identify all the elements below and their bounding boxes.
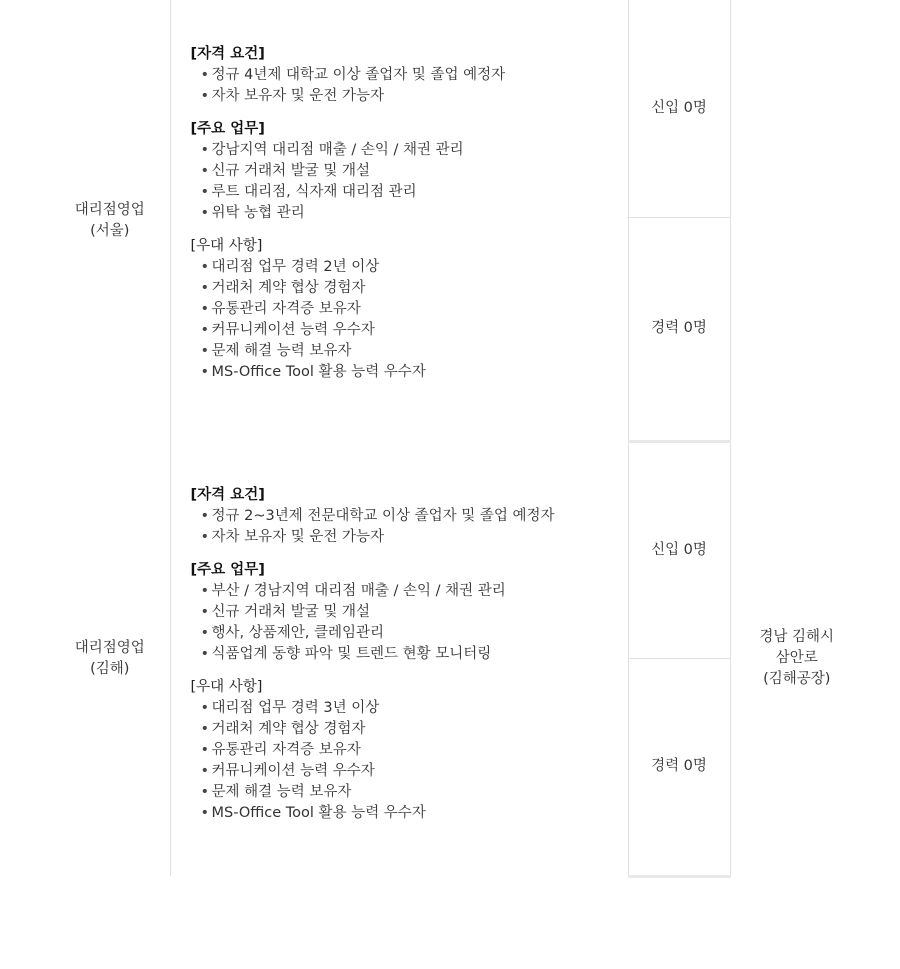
list-item: • 커뮤니케이션 능력 우수자 xyxy=(201,761,628,782)
qualifications-title: [자격 요건] xyxy=(190,487,265,503)
recruitment-table xyxy=(50,0,863,878)
job-name: 대리점영업 xyxy=(74,639,145,656)
preferred-section xyxy=(191,236,628,383)
list-item: • 대리점 업무 경력 3년 이상 xyxy=(201,698,628,719)
list-item: • 거래처 계약 협상 경험자 xyxy=(201,719,628,740)
experienced-hire-count: 경력 0명 xyxy=(628,658,730,876)
job-title-cell xyxy=(50,0,170,441)
preferred-title: [우대 사항] xyxy=(190,238,263,254)
preferred-title: [우대 사항] xyxy=(190,679,263,695)
duties-title: [주요 업무] xyxy=(190,562,265,578)
list-item: • 자차 보유자 및 운전 가능자 xyxy=(201,527,628,548)
experienced-hire-count: 경력 0명 xyxy=(628,217,730,441)
list-item: • 식품업계 동향 파악 및 트렌드 현황 모니터링 xyxy=(201,644,628,665)
job-name: 대리점영업 xyxy=(74,201,145,218)
duties-title: [주요 업무] xyxy=(190,121,265,137)
preferred-section xyxy=(191,677,628,824)
new-hire-count: 신입 0명 xyxy=(628,0,730,217)
list-item: • 정규 2~3년제 전문대학교 이상 졸업자 및 졸업 예정자 xyxy=(201,506,628,527)
qualifications-section xyxy=(191,44,628,107)
list-item: • 문제 해결 능력 보유자 xyxy=(201,341,628,362)
new-hire-count: 신입 0명 xyxy=(628,441,730,658)
work-location-line: 경남 김해시 xyxy=(759,629,835,645)
job-location: (서울) xyxy=(90,222,130,239)
work-location-cell xyxy=(730,0,863,441)
work-location-cell xyxy=(730,441,863,876)
list-item: • 대리점 업무 경력 2년 이상 xyxy=(201,257,628,278)
list-item: • 정규 4년제 대학교 이상 졸업자 및 졸업 예정자 xyxy=(201,65,628,86)
list-item: • 위탁 농협 관리 xyxy=(201,203,628,224)
duties-section xyxy=(191,119,628,224)
list-item: • 커뮤니케이션 능력 우수자 xyxy=(201,320,628,341)
list-item: • MS-Office Tool 활용 능력 우수자 xyxy=(201,803,628,824)
list-item: • 유통관리 자격증 보유자 xyxy=(201,740,628,761)
list-item: • 자차 보유자 및 운전 가능자 xyxy=(201,86,628,107)
job-title-cell xyxy=(50,441,170,876)
job-location: (김해) xyxy=(90,660,130,677)
list-item: • 신규 거래처 발굴 및 개설 xyxy=(201,602,628,623)
list-item: • 강남지역 대리점 매출 / 손익 / 채권 관리 xyxy=(201,140,628,161)
job-description-cell xyxy=(170,441,628,876)
list-item: • MS-Office Tool 활용 능력 우수자 xyxy=(201,362,628,383)
duties-section xyxy=(191,560,628,665)
work-location-line: 삼안로 xyxy=(775,650,818,666)
list-item: • 루트 대리점, 식자재 대리점 관리 xyxy=(201,182,628,203)
list-item: • 부산 / 경남지역 대리점 매출 / 손익 / 채권 관리 xyxy=(201,581,628,602)
qualifications-title: [자격 요건] xyxy=(190,46,265,62)
list-item: • 문제 해결 능력 보유자 xyxy=(201,782,628,803)
list-item: • 유통관리 자격증 보유자 xyxy=(201,299,628,320)
qualifications-section xyxy=(191,485,628,548)
work-location-line: (김해공장) xyxy=(763,671,831,687)
list-item: • 행사, 상품제안, 클레임관리 xyxy=(201,623,628,644)
list-item: • 신규 거래처 발굴 및 개설 xyxy=(201,161,628,182)
list-item: • 거래처 계약 협상 경험자 xyxy=(201,278,628,299)
job-description-cell xyxy=(170,0,628,441)
